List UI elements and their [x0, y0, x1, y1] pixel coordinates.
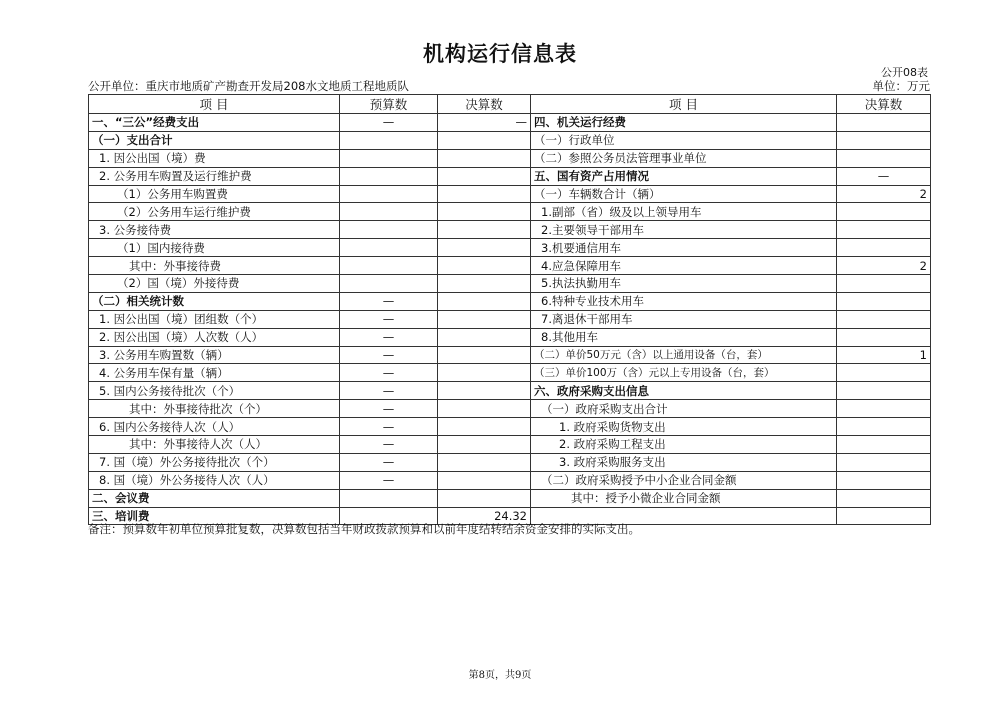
final-left-cell	[438, 400, 531, 418]
final-left-cell	[438, 239, 531, 257]
right-item-cell: 2. 政府采购工程支出	[531, 436, 837, 454]
left-item-cell: 8. 国（境）外公务接待人次（人）	[89, 471, 340, 489]
table-row	[89, 257, 931, 275]
budget-cell	[340, 257, 438, 275]
table-row	[89, 185, 931, 203]
left-item-cell: （2）公务用车运行维护费	[89, 203, 340, 221]
table-row	[89, 453, 931, 471]
final-right-cell	[837, 471, 931, 489]
table-row	[89, 346, 931, 364]
final-right-cell	[837, 418, 931, 436]
final-right-cell	[837, 149, 931, 167]
right-item-cell: （二）政府采购授予中小企业合同金额	[531, 471, 837, 489]
left-item-cell: （二）相关统计数	[89, 292, 340, 310]
budget-cell: —	[340, 364, 438, 382]
budget-cell	[340, 131, 438, 149]
right-item-cell: 1.副部（省）级及以上领导用车	[531, 203, 837, 221]
left-item-cell: （一）支出合计	[89, 131, 340, 149]
left-item-cell: 1. 因公出国（境）费	[89, 149, 340, 167]
final-right-cell	[837, 239, 931, 257]
left-item-cell: （2）国（境）外接待费	[89, 275, 340, 293]
right-item-cell: 3. 政府采购服务支出	[531, 453, 837, 471]
final-left-cell	[438, 471, 531, 489]
right-item-cell: （三）单价100万（含）元以上专用设备（台，套）	[531, 364, 837, 382]
final-right-cell	[837, 310, 931, 328]
page-title: 机构运行信息表	[423, 42, 577, 66]
final-left-cell	[438, 453, 531, 471]
final-right-cell	[837, 292, 931, 310]
right-item-cell: 2.主要领导干部用车	[531, 221, 837, 239]
right-item-cell: 5.执法执勤用车	[531, 275, 837, 293]
left-item-cell: 其中：外事接待费	[89, 257, 340, 275]
budget-cell: —	[340, 328, 438, 346]
final-left-cell	[438, 292, 531, 310]
note: 备注：预算数年初单位预算批复数，决算数包括当年财政拨款预算和以前年度结转结余资金安排的实际支出。	[88, 522, 640, 536]
final-left-cell	[438, 364, 531, 382]
budget-cell	[340, 275, 438, 293]
budget-cell	[340, 489, 438, 507]
left-item-cell: 6. 国内公务接待人次（人）	[89, 418, 340, 436]
table-row	[89, 310, 931, 328]
budget-cell: —	[340, 436, 438, 454]
table-row	[89, 239, 931, 257]
left-item-cell: 其中：外事接待人次（人）	[89, 436, 340, 454]
final-left-cell: 24.32	[438, 507, 531, 525]
table-body	[89, 114, 931, 525]
left-item-cell: 2. 因公出国（境）人次数（人）	[89, 328, 340, 346]
final-right-cell	[837, 364, 931, 382]
final-left-cell	[438, 418, 531, 436]
table-row	[89, 471, 931, 489]
right-item-cell: 7.离退休干部用车	[531, 310, 837, 328]
table-row	[89, 382, 931, 400]
budget-cell	[340, 185, 438, 203]
header-left-item: 项 目	[89, 95, 340, 114]
left-item-cell: 5. 国内公务接待批次（个）	[89, 382, 340, 400]
final-right-cell	[837, 453, 931, 471]
budget-cell: —	[340, 310, 438, 328]
final-left-cell	[438, 203, 531, 221]
final-right-cell	[837, 328, 931, 346]
left-item-cell: 其中：外事接待批次（个）	[89, 400, 340, 418]
left-item-cell: 4. 公务用车保有量（辆）	[89, 364, 340, 382]
table-header-row	[89, 95, 931, 114]
budget-cell: —	[340, 114, 438, 132]
final-right-cell	[837, 489, 931, 507]
right-item-cell: 四、机关运行经费	[531, 114, 837, 132]
right-item-cell: 4.应急保障用车	[531, 257, 837, 275]
final-right-cell: 2	[837, 257, 931, 275]
left-item-cell: 三、培训费	[89, 507, 340, 525]
budget-cell: —	[340, 292, 438, 310]
final-right-cell	[837, 507, 931, 525]
page-footer: 第8页，共9页	[468, 670, 532, 681]
table-row	[89, 221, 931, 239]
table-row	[89, 149, 931, 167]
right-item-cell: （一）行政单位	[531, 131, 837, 149]
budget-cell	[340, 149, 438, 167]
final-right-cell: 2	[837, 185, 931, 203]
table-row	[89, 275, 931, 293]
table-row	[89, 364, 931, 382]
final-left-cell: —	[438, 114, 531, 132]
table-row	[89, 167, 931, 185]
final-left-cell	[438, 167, 531, 185]
table-row	[89, 489, 931, 507]
table-row	[89, 131, 931, 149]
left-item-cell: （1）国内接待费	[89, 239, 340, 257]
budget-cell	[340, 221, 438, 239]
left-item-cell: 3. 公务用车购置数（辆）	[89, 346, 340, 364]
right-item-cell: 五、国有资产占用情况	[531, 167, 837, 185]
budget-cell: —	[340, 400, 438, 418]
org-label: 公开单位：重庆市地质矿产勘查开发局208水文地质工程地质队	[88, 79, 409, 93]
final-right-cell	[837, 275, 931, 293]
table-row	[89, 436, 931, 454]
left-item-cell: 一、“三公”经费支出	[89, 114, 340, 132]
left-item-cell: 7. 国（境）外公务接待批次（个）	[89, 453, 340, 471]
final-right-cell	[837, 436, 931, 454]
final-right-cell	[837, 114, 931, 132]
right-item-cell: 8.其他用车	[531, 328, 837, 346]
table-row	[89, 328, 931, 346]
final-left-cell	[438, 275, 531, 293]
table-row	[89, 292, 931, 310]
header-right-item: 项 目	[531, 95, 837, 114]
org-unit-line	[88, 78, 930, 94]
header-budget: 预算数	[340, 95, 438, 114]
left-item-cell: 1. 因公出国（境）团组数（个）	[89, 310, 340, 328]
final-left-cell	[438, 257, 531, 275]
final-left-cell	[438, 346, 531, 364]
left-item-cell: 3. 公务接待费	[89, 221, 340, 239]
unit-label: 单位：万元	[872, 79, 930, 93]
final-left-cell	[438, 310, 531, 328]
form-number: 公开08表	[881, 66, 928, 79]
right-item-cell: （一）政府采购支出合计	[531, 400, 837, 418]
table-row	[89, 114, 931, 132]
final-left-cell	[438, 221, 531, 239]
table-row	[89, 203, 931, 221]
final-left-cell	[438, 382, 531, 400]
info-table	[88, 94, 931, 525]
right-item-cell: （一）车辆数合计（辆）	[531, 185, 837, 203]
right-item-cell: 1. 政府采购货物支出	[531, 418, 837, 436]
table-row	[89, 418, 931, 436]
final-left-cell	[438, 149, 531, 167]
final-left-cell	[438, 131, 531, 149]
budget-cell	[340, 239, 438, 257]
budget-cell: —	[340, 453, 438, 471]
final-right-cell	[837, 131, 931, 149]
right-item-cell: 6.特种专业技术用车	[531, 292, 837, 310]
budget-cell	[340, 167, 438, 185]
final-left-cell	[438, 328, 531, 346]
final-left-cell	[438, 185, 531, 203]
final-left-cell	[438, 489, 531, 507]
left-item-cell: 二、会议费	[89, 489, 340, 507]
header-final-right: 决算数	[837, 95, 931, 114]
right-item-cell: 六、政府采购支出信息	[531, 382, 837, 400]
final-right-cell	[837, 203, 931, 221]
budget-cell	[340, 203, 438, 221]
final-right-cell	[837, 382, 931, 400]
final-left-cell	[438, 436, 531, 454]
final-right-cell	[837, 400, 931, 418]
final-right-cell: 1	[837, 346, 931, 364]
budget-cell: —	[340, 346, 438, 364]
budget-cell: —	[340, 418, 438, 436]
left-item-cell: （1）公务用车购置费	[89, 185, 340, 203]
left-item-cell: 2. 公务用车购置及运行维护费	[89, 167, 340, 185]
budget-cell: —	[340, 382, 438, 400]
right-item-cell: （二）单价50万元（含）以上通用设备（台，套）	[531, 346, 837, 364]
final-right-cell: —	[837, 167, 931, 185]
right-item-cell: 其中：授予小微企业合同金额	[531, 489, 837, 507]
table-row	[89, 400, 931, 418]
header-final-left: 决算数	[438, 95, 531, 114]
budget-cell: —	[340, 471, 438, 489]
final-right-cell	[837, 221, 931, 239]
right-item-cell: 3.机要通信用车	[531, 239, 837, 257]
right-item-cell: （二）参照公务员法管理事业单位	[531, 149, 837, 167]
